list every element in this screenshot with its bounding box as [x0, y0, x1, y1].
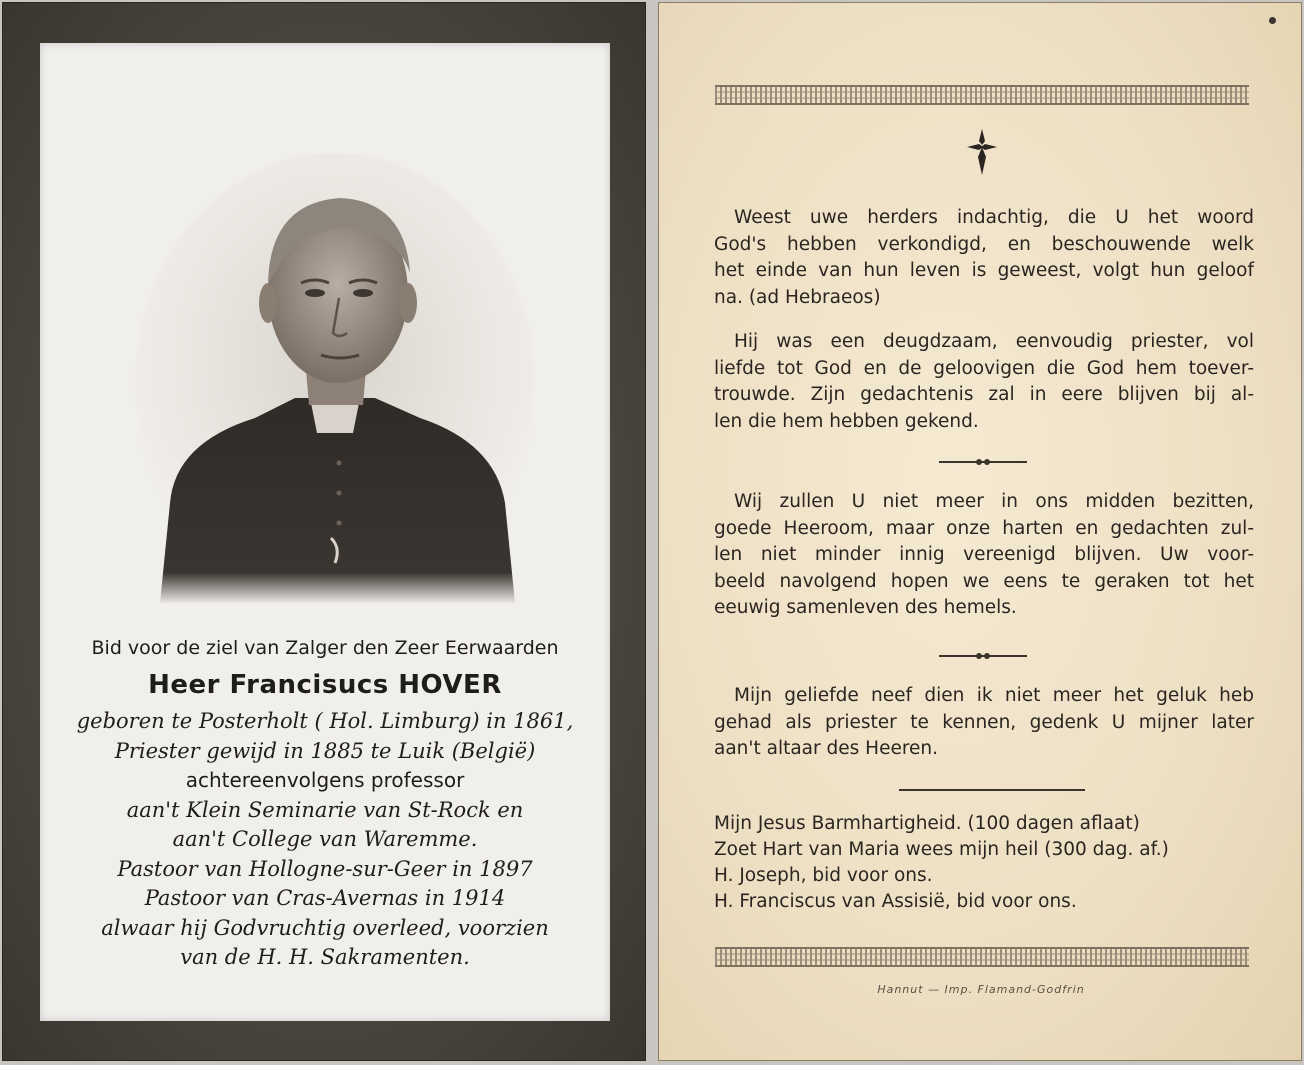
memorial-card-back	[658, 2, 1302, 1061]
intro-line: Bid voor de ziel van Zalger den Zeer Eerwaarden	[91, 637, 559, 659]
prayer-line: H. Joseph, bid voor ons.	[714, 865, 933, 886]
bio-line: achtereenvolgens professor	[185, 768, 465, 792]
text-line: goede Heeroom, maar onze harten en gedachten zul-	[714, 517, 1254, 539]
prayer-list	[714, 811, 1254, 915]
memorial-card-front	[2, 2, 646, 1061]
text-line: trouwde. Zijn gedachtenis zal in eere blijven bij al-	[714, 384, 1254, 405]
text-line: aan't altaar des Heeren.	[714, 738, 939, 759]
paragraph-nephew	[714, 683, 1254, 763]
text-line: gehad als priester te kennen, gedenk U mijner later	[714, 711, 1254, 733]
text-line: het einde van hun leven is geweest, volgt hun geloof	[714, 260, 1254, 281]
text-line: God's hebben verkondigd, en beschouwende welk	[714, 233, 1254, 255]
bio-line: Pastoor van Hollogne-sur-Geer in 1897	[117, 856, 533, 881]
prayer-line: H. Franciscus van Assisië, bid voor ons.	[714, 891, 1077, 912]
prayer-line: Mijn Jesus Barmhartigheid. (100 dagen aflaat)	[714, 813, 1140, 834]
text-line: len niet minder innig vereenigd blijven. Uw voor-	[714, 544, 1254, 565]
card-front-panel	[40, 43, 610, 1021]
bio-line: Priester gewijd in 1885 te Luik (België)	[114, 738, 536, 763]
bio-line: van de H. H. Sakramenten.	[180, 945, 470, 969]
paragraph-tribute	[714, 329, 1254, 435]
memorial-text-front	[40, 633, 610, 973]
cross-icon	[965, 127, 999, 177]
text-line: len die hem hebben gekend.	[714, 410, 979, 432]
bio-line: geboren te Posterholt ( Hol. Limburg) in 1861,	[76, 709, 574, 733]
text-line: liefde tot God en de geloovigen die God hem toever-	[714, 357, 1254, 379]
bottom-ornament-border	[715, 947, 1249, 967]
ink-dot	[1269, 17, 1276, 24]
text-line: Hij was een deugdzaam, eenvoudig priester, vol	[734, 331, 1254, 352]
text-line: beeld navolgend hopen we eens te geraken tot het	[714, 570, 1254, 592]
paragraph-scripture	[714, 205, 1254, 311]
bio-line: aan't Klein Seminarie van St-Rock en	[126, 797, 524, 822]
ornamental-divider	[939, 461, 1027, 463]
text-line: Mijn geliefde neef dien ik niet meer het geluk heb	[734, 685, 1254, 706]
deceased-name: Heer Francisucs HOVER	[148, 670, 502, 700]
ornamental-divider	[939, 655, 1027, 657]
portrait-photo	[135, 143, 535, 603]
bio-line: alwaar hij Godvruchtig overleed, voorzien	[101, 915, 549, 940]
text-line: Wij zullen U niet meer in ons midden bezitten,	[734, 491, 1254, 512]
text-line: Weest uwe herders indachtig, die U het woord	[734, 207, 1254, 228]
printer-imprint: Hannut — Imp. Flamand-Godfrin	[877, 983, 1085, 996]
text-line: eeuwig samenleven des hemels.	[714, 597, 1017, 618]
bio-line: Pastoor van Cras-Avernas in 1914	[144, 886, 506, 910]
prayer-line: Zoet Hart van Maria wees mijn heil (300 dag. af.)	[714, 839, 1169, 860]
top-ornament-border	[715, 85, 1249, 105]
text-line: na. (ad Hebraeos)	[714, 286, 881, 308]
plain-divider	[899, 789, 1085, 791]
paragraph-farewell	[714, 489, 1254, 622]
bio-line: aan't College van Waremme.	[172, 827, 478, 851]
